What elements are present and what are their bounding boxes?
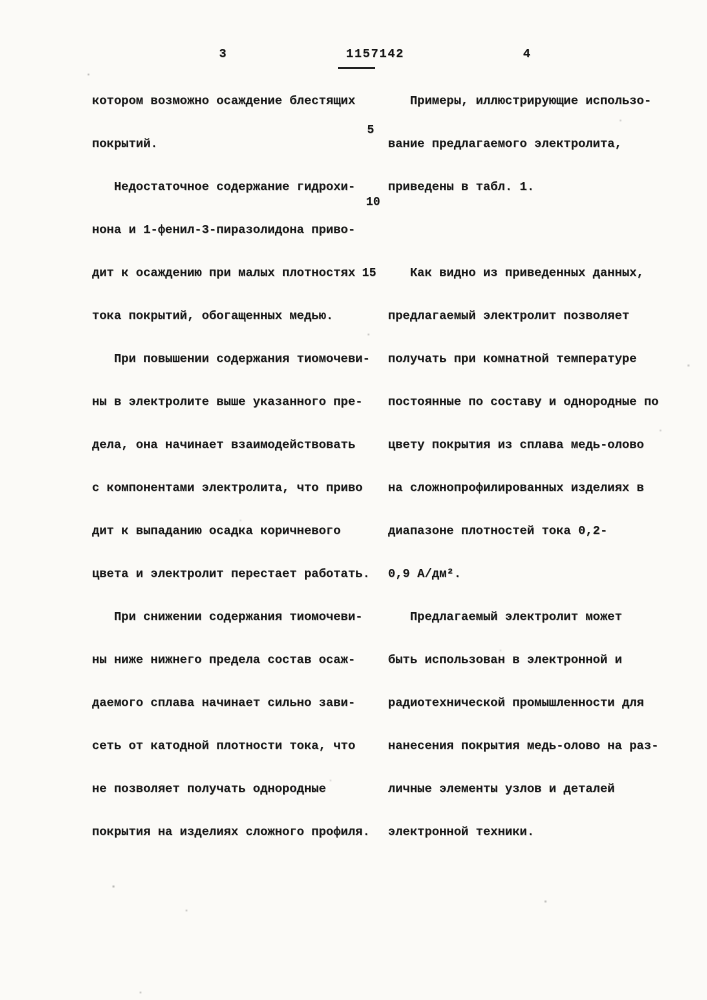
text-line: дела, она начинает взаимодействовать xyxy=(92,437,356,452)
text-line: приведены в табл. 1. xyxy=(388,179,535,194)
text-line: нона и 1-фенил-3-пиразолидона приво- xyxy=(92,222,356,237)
text-column-right xyxy=(388,65,664,868)
text-line: постоянные по составу и однородные по xyxy=(388,394,659,409)
text-line: диапазоне плотностей тока 0,2- xyxy=(388,524,608,538)
text-line: котором возможно осаждение блестящих xyxy=(92,93,356,108)
text-line: При снижении содержания тиомочеви- xyxy=(92,610,363,625)
left-column-page-number: 3 xyxy=(219,47,227,61)
scan-noise-speckles xyxy=(0,0,1,1)
text-line: сеть от катодной плотности тока, что xyxy=(92,739,356,754)
text-line: Предлагаемый электролит может xyxy=(388,610,623,625)
text-line: 0,9 А/дм². xyxy=(388,567,462,582)
right-column-page-number: 4 xyxy=(523,47,531,61)
text-line: дит к выпаданию осадка коричневого xyxy=(92,524,341,538)
text-line: не позволяет получать однородные xyxy=(92,782,327,797)
text-line: электронной техники. xyxy=(388,825,535,840)
text-line: тока покрытий, обогащенных медью. xyxy=(92,308,334,323)
text-line: с компонентами электролита, что приво xyxy=(92,480,363,495)
text-line: покрытия на изделиях сложного профиля. xyxy=(92,825,370,840)
document-number: 1157142 xyxy=(346,47,405,61)
text-line: Как видно из приведенных данных, xyxy=(388,265,644,280)
text-line: вание предлагаемого электролита, xyxy=(388,136,623,151)
text-column-left xyxy=(92,65,368,868)
text-line: получать при комнатной температуре xyxy=(388,351,637,366)
margin-line-number-15: 15 xyxy=(362,266,377,280)
text-line: ны ниже нижнего предела состав осаж- xyxy=(92,653,356,668)
text-line: Примеры, иллюстрирующие использо- xyxy=(388,93,652,108)
text-line: личные элементы узлов и деталей xyxy=(388,782,615,797)
text-line: цвета и электролит перестает работать. xyxy=(92,567,370,582)
text-line: быть использован в электронной и xyxy=(388,653,623,668)
text-line: Недостаточное содержание гидрохи- xyxy=(92,179,356,194)
margin-line-number-10: 10 xyxy=(366,195,381,209)
text-line: даемого сплава начинает сильно зави- xyxy=(92,696,356,711)
text-line: радиотехнической промышленности для xyxy=(388,696,644,711)
text-line: При повышении содержания тиомочеви- xyxy=(92,351,370,366)
text-line: цвету покрытия из сплава медь-олово xyxy=(388,437,644,452)
text-line xyxy=(388,223,664,237)
text-line: на сложнопрофилированных изделиях в xyxy=(388,480,644,495)
text-line: ны в электролите выше указанного пре- xyxy=(92,394,363,409)
text-line: нанесения покрытия медь-олово на раз- xyxy=(388,739,659,754)
text-line: покрытий. xyxy=(92,136,158,151)
text-line: дит к осаждению при малых плотностях xyxy=(92,265,356,280)
margin-line-number-5: 5 xyxy=(367,123,375,137)
text-line: предлагаемый электролит позволяет xyxy=(388,308,630,323)
